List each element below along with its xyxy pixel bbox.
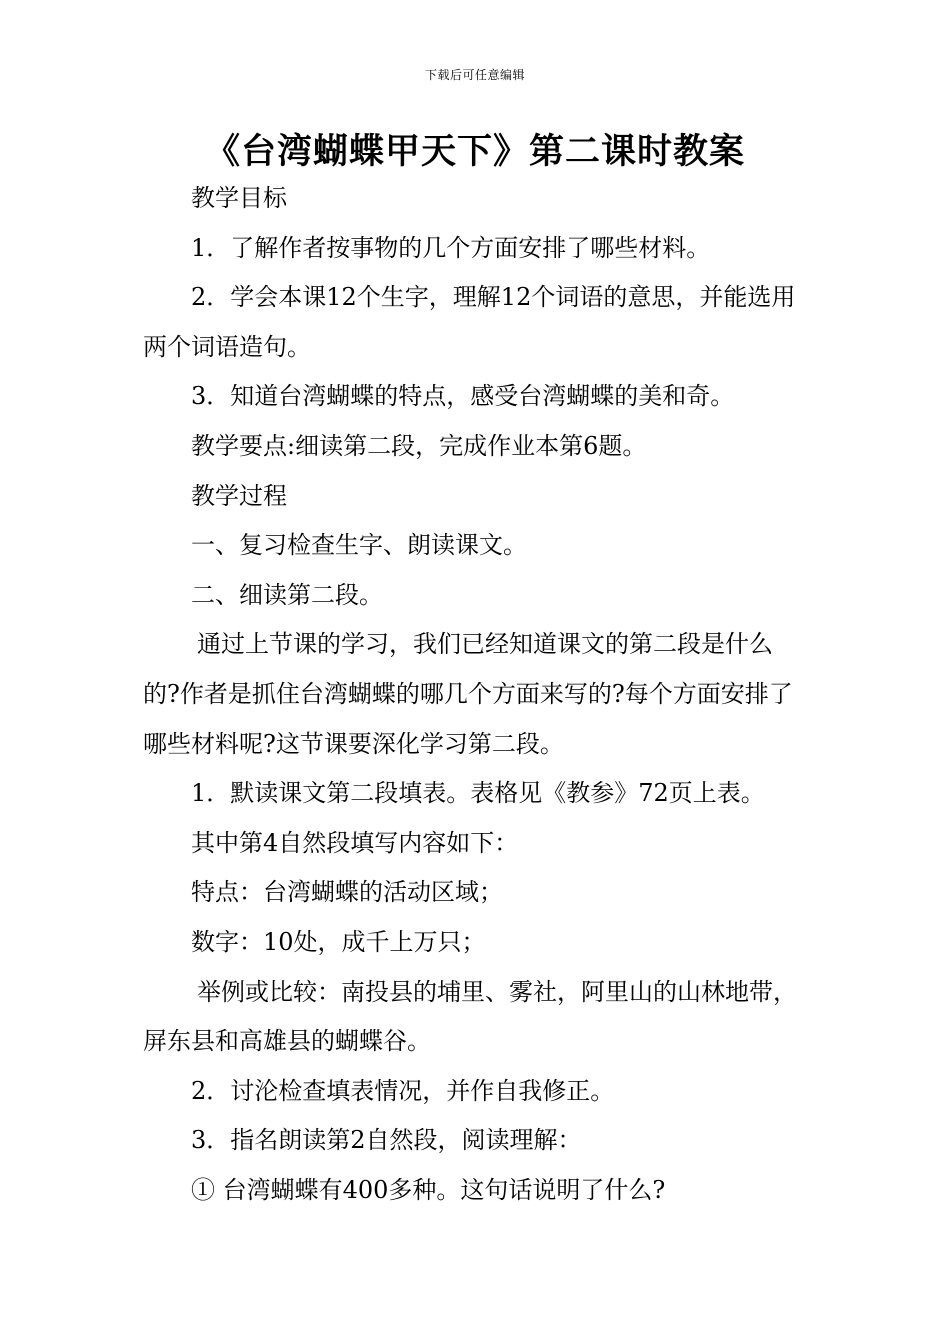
process-step-1: 一、复习检查生字、朗读课文。 xyxy=(191,531,527,560)
document-body xyxy=(143,174,808,1215)
section-heading-goals: 教学目标 xyxy=(191,184,287,212)
sub-step-2: 2．讨沦检查填表情况，并作自我修正。 xyxy=(191,1076,615,1105)
table-entry-examples: 举例或比较：南投县的埔里、雾社，阿里山的山林地带，屏东县和高雄县的蝴蝶谷。 xyxy=(143,977,797,1056)
process-step-2: 二、细读第二段。 xyxy=(191,580,383,609)
table-entry-feature: 特点：台湾蝴蝶的活动区域； xyxy=(191,878,503,907)
header-note: 下载后可任意编辑 xyxy=(424,68,525,82)
goal-item-3: 3．知道台湾蝴蝶的特点，感受台湾蝴蝶的美和奇。 xyxy=(191,382,735,411)
table-entry-numbers: 数字：10处，成千上万只； xyxy=(191,927,486,956)
goal-item-1: 1．了解作者按事物的几个方面安排了哪些材料。 xyxy=(191,233,711,262)
teaching-key-points: 教学要点:细读第二段，完成作业本第6题。 xyxy=(191,431,647,460)
sub-step-3: 3．指名朗读第2自然段，阅读理解： xyxy=(191,1126,582,1155)
sub-step-1: 1．默读课文第二段填表。表格见《教参》72页上表。 xyxy=(191,779,765,808)
document-title: 《台湾蝴蝶甲天下》第二课时教案 xyxy=(204,132,745,172)
body-paragraph-intro: 通过上节课的学习，我们已经知道课文的第二段是什么的?作者是抓住台湾蝴蝶的哪几个方面来写的?每个方面安排了哪些材料呢?这节课要深化学习第二段。 xyxy=(143,630,793,758)
body-paragraph-table-note: 其中第4自然段填写内容如下： xyxy=(191,828,519,857)
section-heading-process: 教学过程 xyxy=(191,481,287,510)
question-1: ① 台湾蝴蝶有400多种。这句话说明了什么? xyxy=(191,1175,666,1204)
goal-item-2: 2．学会本课12个生字，理解12个词语的意思，并能选用两个词语造句。 xyxy=(143,283,796,361)
